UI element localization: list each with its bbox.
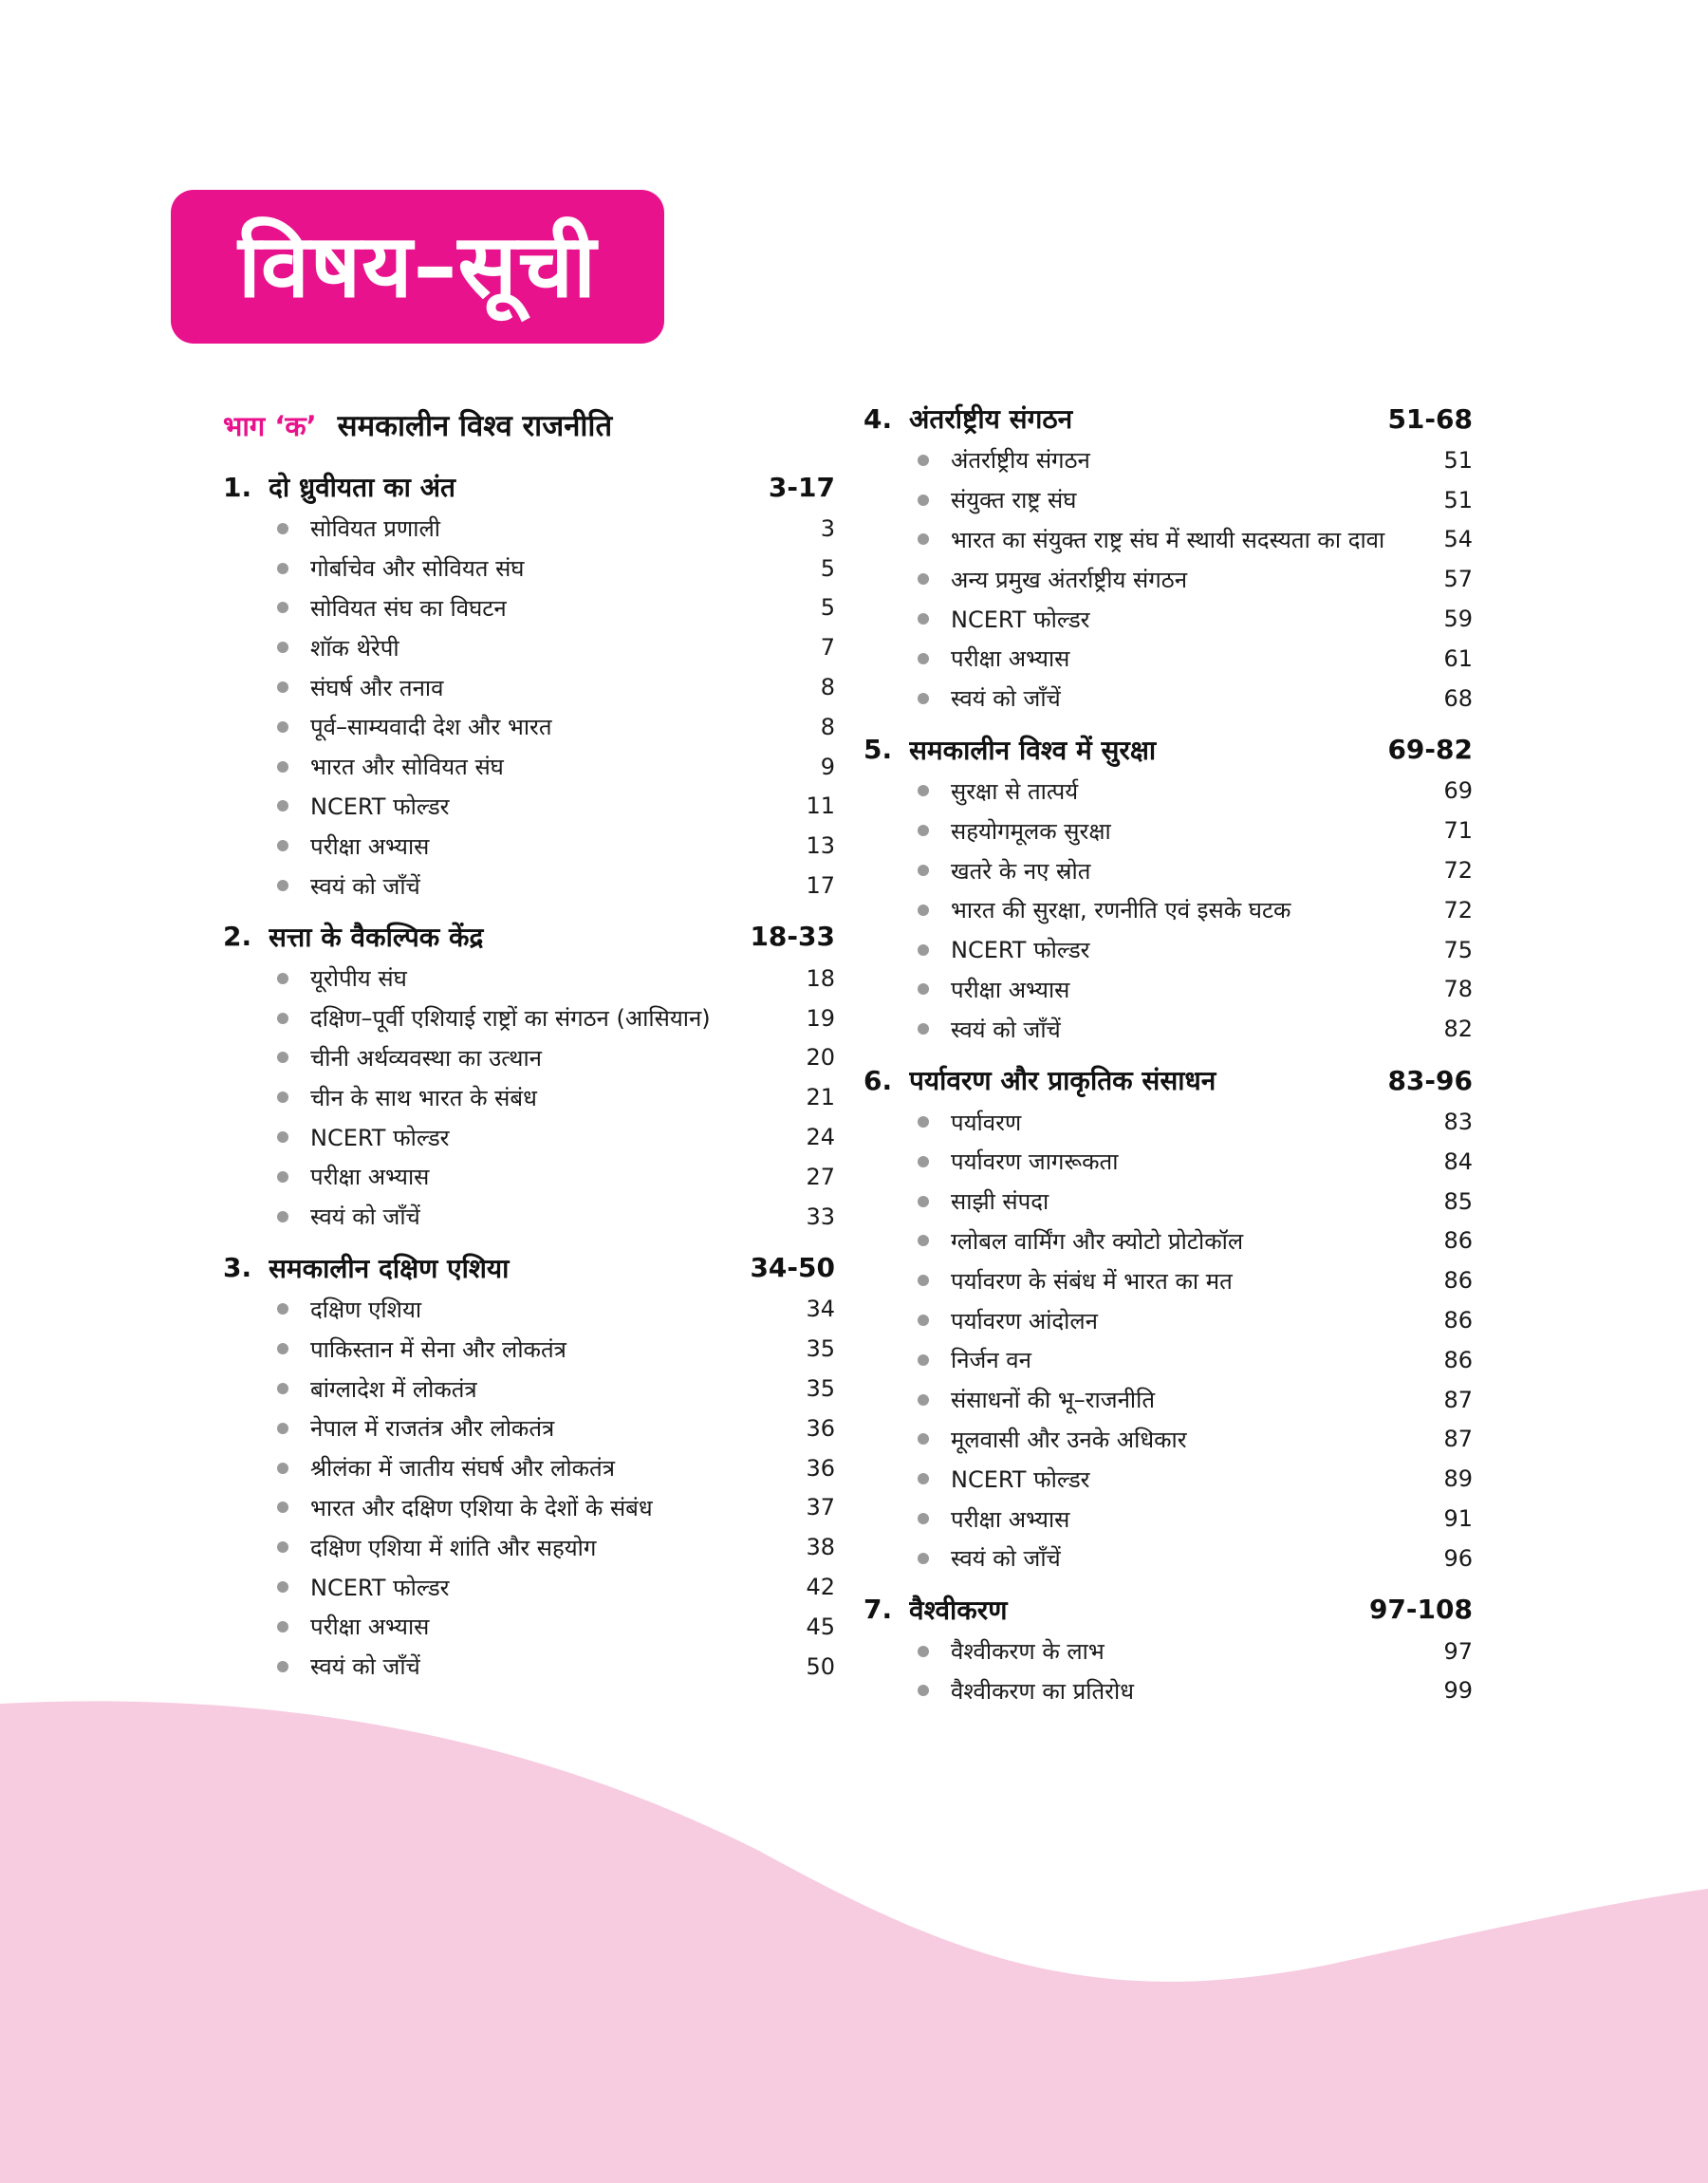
chapter-section (223, 915, 835, 1237)
chapter-title: समकालीन दक्षिण एशिया (269, 1252, 510, 1284)
chapter-page-range: 18-33 (750, 921, 835, 953)
bullet-icon (918, 1196, 929, 1207)
bullet-icon (277, 1052, 288, 1063)
bullet-icon (918, 1315, 929, 1326)
toc-item-page: 37 (806, 1494, 835, 1521)
toc-item-title: परीक्षा अभ्यास (951, 1505, 1070, 1533)
toc-item (863, 639, 1473, 679)
chapter-page-range: 34-50 (750, 1252, 835, 1284)
toc-item-title: परीक्षा अभ्यास (310, 1614, 430, 1641)
bullet-icon (918, 613, 929, 625)
toc-item (863, 1009, 1473, 1049)
chapter-title: वैश्वीकरण (909, 1594, 1008, 1626)
chapter-page-range: 51-68 (1387, 402, 1473, 435)
bullet-icon (918, 1235, 929, 1246)
toc-item-title: शॉक थेरेपी (310, 634, 399, 662)
toc-item (863, 850, 1473, 890)
toc-item-page: 50 (806, 1652, 835, 1680)
toc-item-title: साझी संपदा (951, 1188, 1049, 1216)
toc-item-title: बांग्लादेश में लोकतंत्र (310, 1375, 477, 1403)
toc-item-title: भारत और सोवियत संघ (310, 754, 504, 781)
toc-item (223, 1290, 835, 1330)
bullet-icon (918, 1394, 929, 1406)
toc-item-page: 3 (820, 514, 835, 542)
toc-item-page: 17 (806, 872, 835, 900)
chapter-section (223, 1246, 835, 1687)
toc-item (863, 1499, 1473, 1539)
toc-item (863, 1380, 1473, 1420)
toc-item-title: पाकिस्तान में सेना और लोकतंत्र (310, 1335, 566, 1363)
chapter-number: 5. (863, 734, 893, 766)
bullet-icon (277, 1013, 288, 1024)
bullet-icon (918, 1433, 929, 1445)
toc-item-page: 7 (820, 634, 835, 662)
bullet-icon (277, 1343, 288, 1354)
bullet-icon (277, 1581, 288, 1593)
chapter-section (863, 1588, 1473, 1711)
bullet-icon (918, 1553, 929, 1564)
toc-item-page: 13 (806, 832, 835, 860)
chapter-heading (863, 728, 1473, 772)
page-title: विषय–सूची (238, 215, 597, 317)
toc-item-page: 57 (1443, 566, 1473, 593)
toc-item-page: 45 (806, 1613, 835, 1640)
chapter-page-range: 97-108 (1368, 1594, 1473, 1626)
toc-item-title: दक्षिण–पूर्वी एशियाई राष्ट्रों का संगठन (आसियान) (310, 1005, 711, 1033)
toc-item (223, 588, 835, 628)
toc-item-page: 5 (820, 554, 835, 582)
chapter-heading (223, 465, 835, 509)
toc-item (223, 707, 835, 747)
toc-item (223, 998, 835, 1038)
toc-item-page: 21 (806, 1084, 835, 1111)
toc-item (223, 1448, 835, 1488)
bullet-icon (277, 800, 288, 812)
toc-item (863, 679, 1473, 718)
bullet-icon (918, 1275, 929, 1286)
title-banner (171, 190, 664, 344)
toc-item-title: गोर्बाचेव और सोवियत संघ (310, 555, 525, 583)
toc-item-page: 97 (1443, 1637, 1473, 1665)
bullet-icon (918, 905, 929, 916)
toc-item (863, 599, 1473, 639)
bullet-icon (277, 721, 288, 733)
toc-item-title: परीक्षा अभ्यास (310, 1164, 430, 1191)
toc-item-page: 51 (1443, 446, 1473, 474)
toc-right-column (863, 397, 1473, 1720)
toc-item-page: 83 (1443, 1109, 1473, 1136)
toc-item-title: नेपाल में राजतंत्र और लोकतंत्र (310, 1415, 555, 1443)
toc-item-title: स्वयं को जाँचें (951, 1016, 1061, 1043)
toc-item-title: संयुक्त राष्ट्र संघ (951, 487, 1077, 514)
toc-item (863, 1300, 1473, 1340)
toc-item-page: 71 (1443, 817, 1473, 845)
toc-item-title: चीनी अर्थव्यवस्था का उत्थान (310, 1044, 542, 1072)
chapter-number: 1. (223, 471, 252, 503)
toc-item-page: 36 (806, 1454, 835, 1482)
bullet-icon (277, 1502, 288, 1513)
toc-item-page: 86 (1443, 1346, 1473, 1373)
chapter-title: समकालीन विश्व में सुरक्षा (909, 734, 1157, 766)
toc-item-title: स्वयं को जाँचें (951, 1545, 1061, 1573)
bullet-icon (918, 494, 929, 506)
toc-item-title: स्वयं को जाँचें (310, 872, 420, 900)
toc-item (223, 1369, 835, 1409)
part-title: समकालीन विश्व राजनीति (337, 409, 613, 443)
toc-item-title: भारत का संयुक्त राष्ट्र संघ में स्थायी सदस्यता का दावा (951, 526, 1385, 553)
toc-item-page: 54 (1443, 526, 1473, 553)
toc-item (863, 811, 1473, 850)
toc-item-page: 9 (820, 753, 835, 780)
bullet-icon (918, 653, 929, 664)
part-heading (223, 397, 835, 454)
toc-item-title: अंतर्राष्ट्रीय संगठन (951, 447, 1090, 475)
bullet-icon (918, 785, 929, 796)
bullet-icon (277, 973, 288, 984)
toc-item (223, 787, 835, 827)
toc-item-page: 87 (1443, 1426, 1473, 1453)
toc-item-page: 8 (820, 674, 835, 701)
bullet-icon (918, 1023, 929, 1035)
toc-item-page: 33 (806, 1203, 835, 1230)
bullet-icon (277, 1541, 288, 1553)
bullet-icon (277, 1303, 288, 1315)
toc-item (223, 1157, 835, 1197)
chapter-title: दो ध्रुवीयता का अंत (269, 472, 455, 503)
toc-item-page: 34 (806, 1296, 835, 1323)
chapter-heading (863, 397, 1473, 440)
bullet-icon (277, 642, 288, 653)
chapter-page-range: 3-17 (768, 471, 835, 503)
toc-item-title: पर्यावरण के संबंध में भारत का मत (951, 1267, 1233, 1295)
toc-item-page: 86 (1443, 1227, 1473, 1255)
toc-item-title: भारत की सुरक्षा, रणनीति एवं इसके घटक (951, 897, 1291, 924)
chapter-page-range: 69-82 (1387, 734, 1473, 766)
bullet-icon (277, 1131, 288, 1143)
toc-item (223, 549, 835, 588)
toc-item-page: 42 (806, 1574, 835, 1601)
toc-item-page: 82 (1443, 1016, 1473, 1043)
toc-item (863, 1222, 1473, 1261)
toc-item-page: 51 (1443, 486, 1473, 513)
chapter-heading (863, 1588, 1473, 1632)
bullet-icon (918, 1513, 929, 1524)
toc-item (863, 772, 1473, 812)
part-label: भाग ‘क’ (223, 409, 317, 442)
toc-item-title: पर्यावरण जागरूकता (951, 1148, 1119, 1176)
toc-item (223, 959, 835, 998)
toc-item (223, 747, 835, 787)
toc-item (863, 1671, 1473, 1711)
left-chapter-list (223, 465, 835, 1687)
toc-item-page: 20 (806, 1044, 835, 1072)
toc-item (863, 1182, 1473, 1222)
chapter-title: पर्यावरण और प्राकृतिक संसाधन (909, 1065, 1216, 1097)
toc-item (863, 930, 1473, 970)
toc-item-page: 27 (806, 1163, 835, 1190)
toc-item (863, 559, 1473, 599)
toc-item-title: NCERT फोल्डर (951, 937, 1090, 964)
chapter-section (863, 728, 1473, 1050)
toc-item-title: ग्लोबल वार्मिंग और क्योटो प्रोटोकॉल (951, 1227, 1244, 1255)
chapter-number: 6. (863, 1064, 893, 1096)
toc-item (223, 1329, 835, 1369)
toc-item-title: पर्यावरण (951, 1109, 1022, 1136)
bullet-icon (277, 1423, 288, 1434)
toc-item (223, 1409, 835, 1448)
toc-item-page: 96 (1443, 1544, 1473, 1572)
bullet-icon (918, 1473, 929, 1484)
toc-item (223, 826, 835, 866)
chapter-page-range: 83-96 (1387, 1064, 1473, 1096)
bullet-icon (277, 1211, 288, 1222)
toc-item-page: 18 (806, 964, 835, 992)
toc-item (223, 1607, 835, 1647)
toc-item-title: स्वयं को जाँचें (951, 685, 1061, 713)
toc-item (863, 520, 1473, 560)
toc-item (223, 1117, 835, 1157)
toc-item-page: 87 (1443, 1386, 1473, 1413)
toc-item-title: वैश्वीकरण का प्रतिरोध (951, 1677, 1134, 1705)
toc-item-page: 89 (1443, 1465, 1473, 1493)
toc-item-title: वैश्वीकरण के लाभ (951, 1638, 1105, 1666)
bullet-icon (277, 1463, 288, 1474)
toc-item-page: 86 (1443, 1267, 1473, 1295)
toc-item-page: 59 (1443, 606, 1473, 633)
toc-item-page: 69 (1443, 777, 1473, 805)
bullet-icon (918, 693, 929, 704)
toc-item (223, 1527, 835, 1567)
toc-item (223, 1567, 835, 1607)
toc-item-title: सोवियत प्रणाली (310, 515, 440, 543)
toc-item-title: निर्जन वन (951, 1347, 1031, 1374)
toc-item-page: 5 (820, 594, 835, 622)
chapter-number: 7. (863, 1594, 893, 1626)
toc-item-title: भारत और दक्षिण एशिया के देशों के संबंध (310, 1494, 653, 1521)
chapter-section (223, 465, 835, 905)
toc-item-page: 11 (806, 793, 835, 820)
bullet-icon (277, 681, 288, 693)
toc-item-title: NCERT फोल्डर (310, 1124, 450, 1151)
bullet-icon (918, 1354, 929, 1366)
chapter-number: 4. (863, 402, 893, 435)
toc-item-title: पूर्व–साम्यवादी देश और भारत (310, 714, 552, 741)
bullet-icon (918, 944, 929, 956)
toc-item (223, 1038, 835, 1078)
toc-item-page: 84 (1443, 1147, 1473, 1175)
toc-item (863, 1260, 1473, 1300)
bullet-icon (277, 840, 288, 851)
toc-item-page: 24 (806, 1124, 835, 1151)
toc-item-title: सोवियत संघ का विघटन (310, 594, 507, 622)
toc-item-page: 75 (1443, 936, 1473, 963)
toc-item (223, 627, 835, 667)
bullet-icon (277, 1171, 288, 1183)
toc-item-page: 85 (1443, 1187, 1473, 1215)
toc-item-page: 35 (806, 1335, 835, 1363)
chapter-section (863, 1058, 1473, 1578)
bullet-icon (918, 865, 929, 876)
toc-item-page: 38 (806, 1534, 835, 1561)
toc-item (223, 1488, 835, 1528)
toc-item-title: मूलवासी और उनके अधिकार (951, 1426, 1187, 1453)
toc-item (223, 1647, 835, 1687)
toc-item (863, 1102, 1473, 1142)
toc-item-title: NCERT फोल्डर (951, 606, 1090, 633)
toc-item-page: 91 (1443, 1505, 1473, 1533)
toc-item-page: 35 (806, 1375, 835, 1403)
toc-item (863, 480, 1473, 520)
bullet-icon (277, 1621, 288, 1633)
toc-item-title: NCERT फोल्डर (310, 1574, 450, 1601)
toc-item (223, 866, 835, 905)
toc-left-column (223, 397, 835, 1696)
bullet-icon (277, 563, 288, 574)
bullet-icon (918, 533, 929, 545)
toc-item-title: स्वयं को जाँचें (310, 1653, 420, 1681)
bullet-icon (277, 880, 288, 891)
toc-item-page: 61 (1443, 644, 1473, 672)
toc-item-title: सहयोगमूलक सुरक्षा (951, 817, 1111, 845)
bullet-icon (277, 761, 288, 773)
toc-item-page: 8 (820, 713, 835, 740)
toc-item-page: 86 (1443, 1307, 1473, 1334)
bullet-icon (918, 1646, 929, 1657)
toc-item-title: खतरे के नए स्रोत (951, 857, 1091, 885)
chapter-title: अंतर्राष्ट्रीय संगठन (909, 403, 1073, 435)
toc-item (863, 1539, 1473, 1578)
bullet-icon (918, 1156, 929, 1167)
toc-item-title: परीक्षा अभ्यास (310, 832, 430, 860)
toc-item (863, 1420, 1473, 1460)
toc-item (223, 667, 835, 707)
chapter-section (863, 397, 1473, 718)
toc-item (863, 970, 1473, 1010)
toc-item-page: 68 (1443, 684, 1473, 712)
bullet-icon (918, 1116, 929, 1128)
toc-item-title: परीक्षा अभ्यास (951, 976, 1070, 1003)
toc-item-title: दक्षिण एशिया (310, 1296, 422, 1323)
toc-item-title: NCERT फोल्डर (951, 1465, 1090, 1493)
bullet-icon (277, 602, 288, 613)
toc-item-title: परीक्षा अभ्यास (951, 645, 1070, 673)
bullet-icon (277, 1383, 288, 1394)
bullet-icon (918, 983, 929, 995)
toc-item-title: यूरोपीय संघ (310, 965, 407, 993)
toc-item-title: अन्य प्रमुख अंतर्राष्ट्रीय संगठन (951, 566, 1188, 593)
bullet-icon (918, 1685, 929, 1696)
chapter-heading (863, 1058, 1473, 1102)
chapter-number: 3. (223, 1252, 252, 1284)
toc-item-title: स्वयं को जाँचें (310, 1203, 420, 1231)
toc-item-title: संघर्ष और तनाव (310, 674, 444, 701)
toc-item (863, 1632, 1473, 1671)
toc-item (223, 509, 835, 549)
chapter-heading (223, 1246, 835, 1290)
toc-item (863, 890, 1473, 930)
toc-item-page: 36 (806, 1414, 835, 1442)
bullet-icon (277, 1661, 288, 1672)
bullet-icon (277, 523, 288, 534)
toc-item (863, 1340, 1473, 1380)
toc-item (863, 1459, 1473, 1499)
toc-item-title: चीन के साथ भारत के संबंध (310, 1084, 537, 1111)
toc-item (863, 440, 1473, 480)
bullet-icon (918, 825, 929, 836)
bullet-icon (918, 573, 929, 585)
toc-item-title: सुरक्षा से तात्पर्य (951, 777, 1079, 805)
toc-item (223, 1077, 835, 1117)
toc-item (863, 1142, 1473, 1182)
toc-item-page: 78 (1443, 976, 1473, 1003)
toc-item-page: 19 (806, 1004, 835, 1032)
chapter-title: सत्ता के वैकल्पिक केंद्र (269, 921, 484, 953)
toc-item-page: 99 (1443, 1677, 1473, 1705)
toc-item-page: 72 (1443, 857, 1473, 885)
bullet-icon (277, 1092, 288, 1103)
toc-item (223, 1197, 835, 1237)
chapter-heading (223, 915, 835, 959)
chapter-number: 2. (223, 921, 252, 953)
toc-item-title: पर्यावरण आंदोलन (951, 1307, 1098, 1334)
toc-item-title: श्रीलंका में जातीय संघर्ष और लोकतंत्र (310, 1455, 615, 1483)
toc-item-title: दक्षिण एशिया में शांति और सहयोग (310, 1534, 597, 1561)
toc-item-page: 72 (1443, 896, 1473, 924)
bullet-icon (918, 455, 929, 466)
toc-item-title: NCERT फोल्डर (310, 793, 450, 820)
right-chapter-list (863, 397, 1473, 1710)
toc-item-title: संसाधनों की भू–राजनीति (951, 1387, 1156, 1414)
